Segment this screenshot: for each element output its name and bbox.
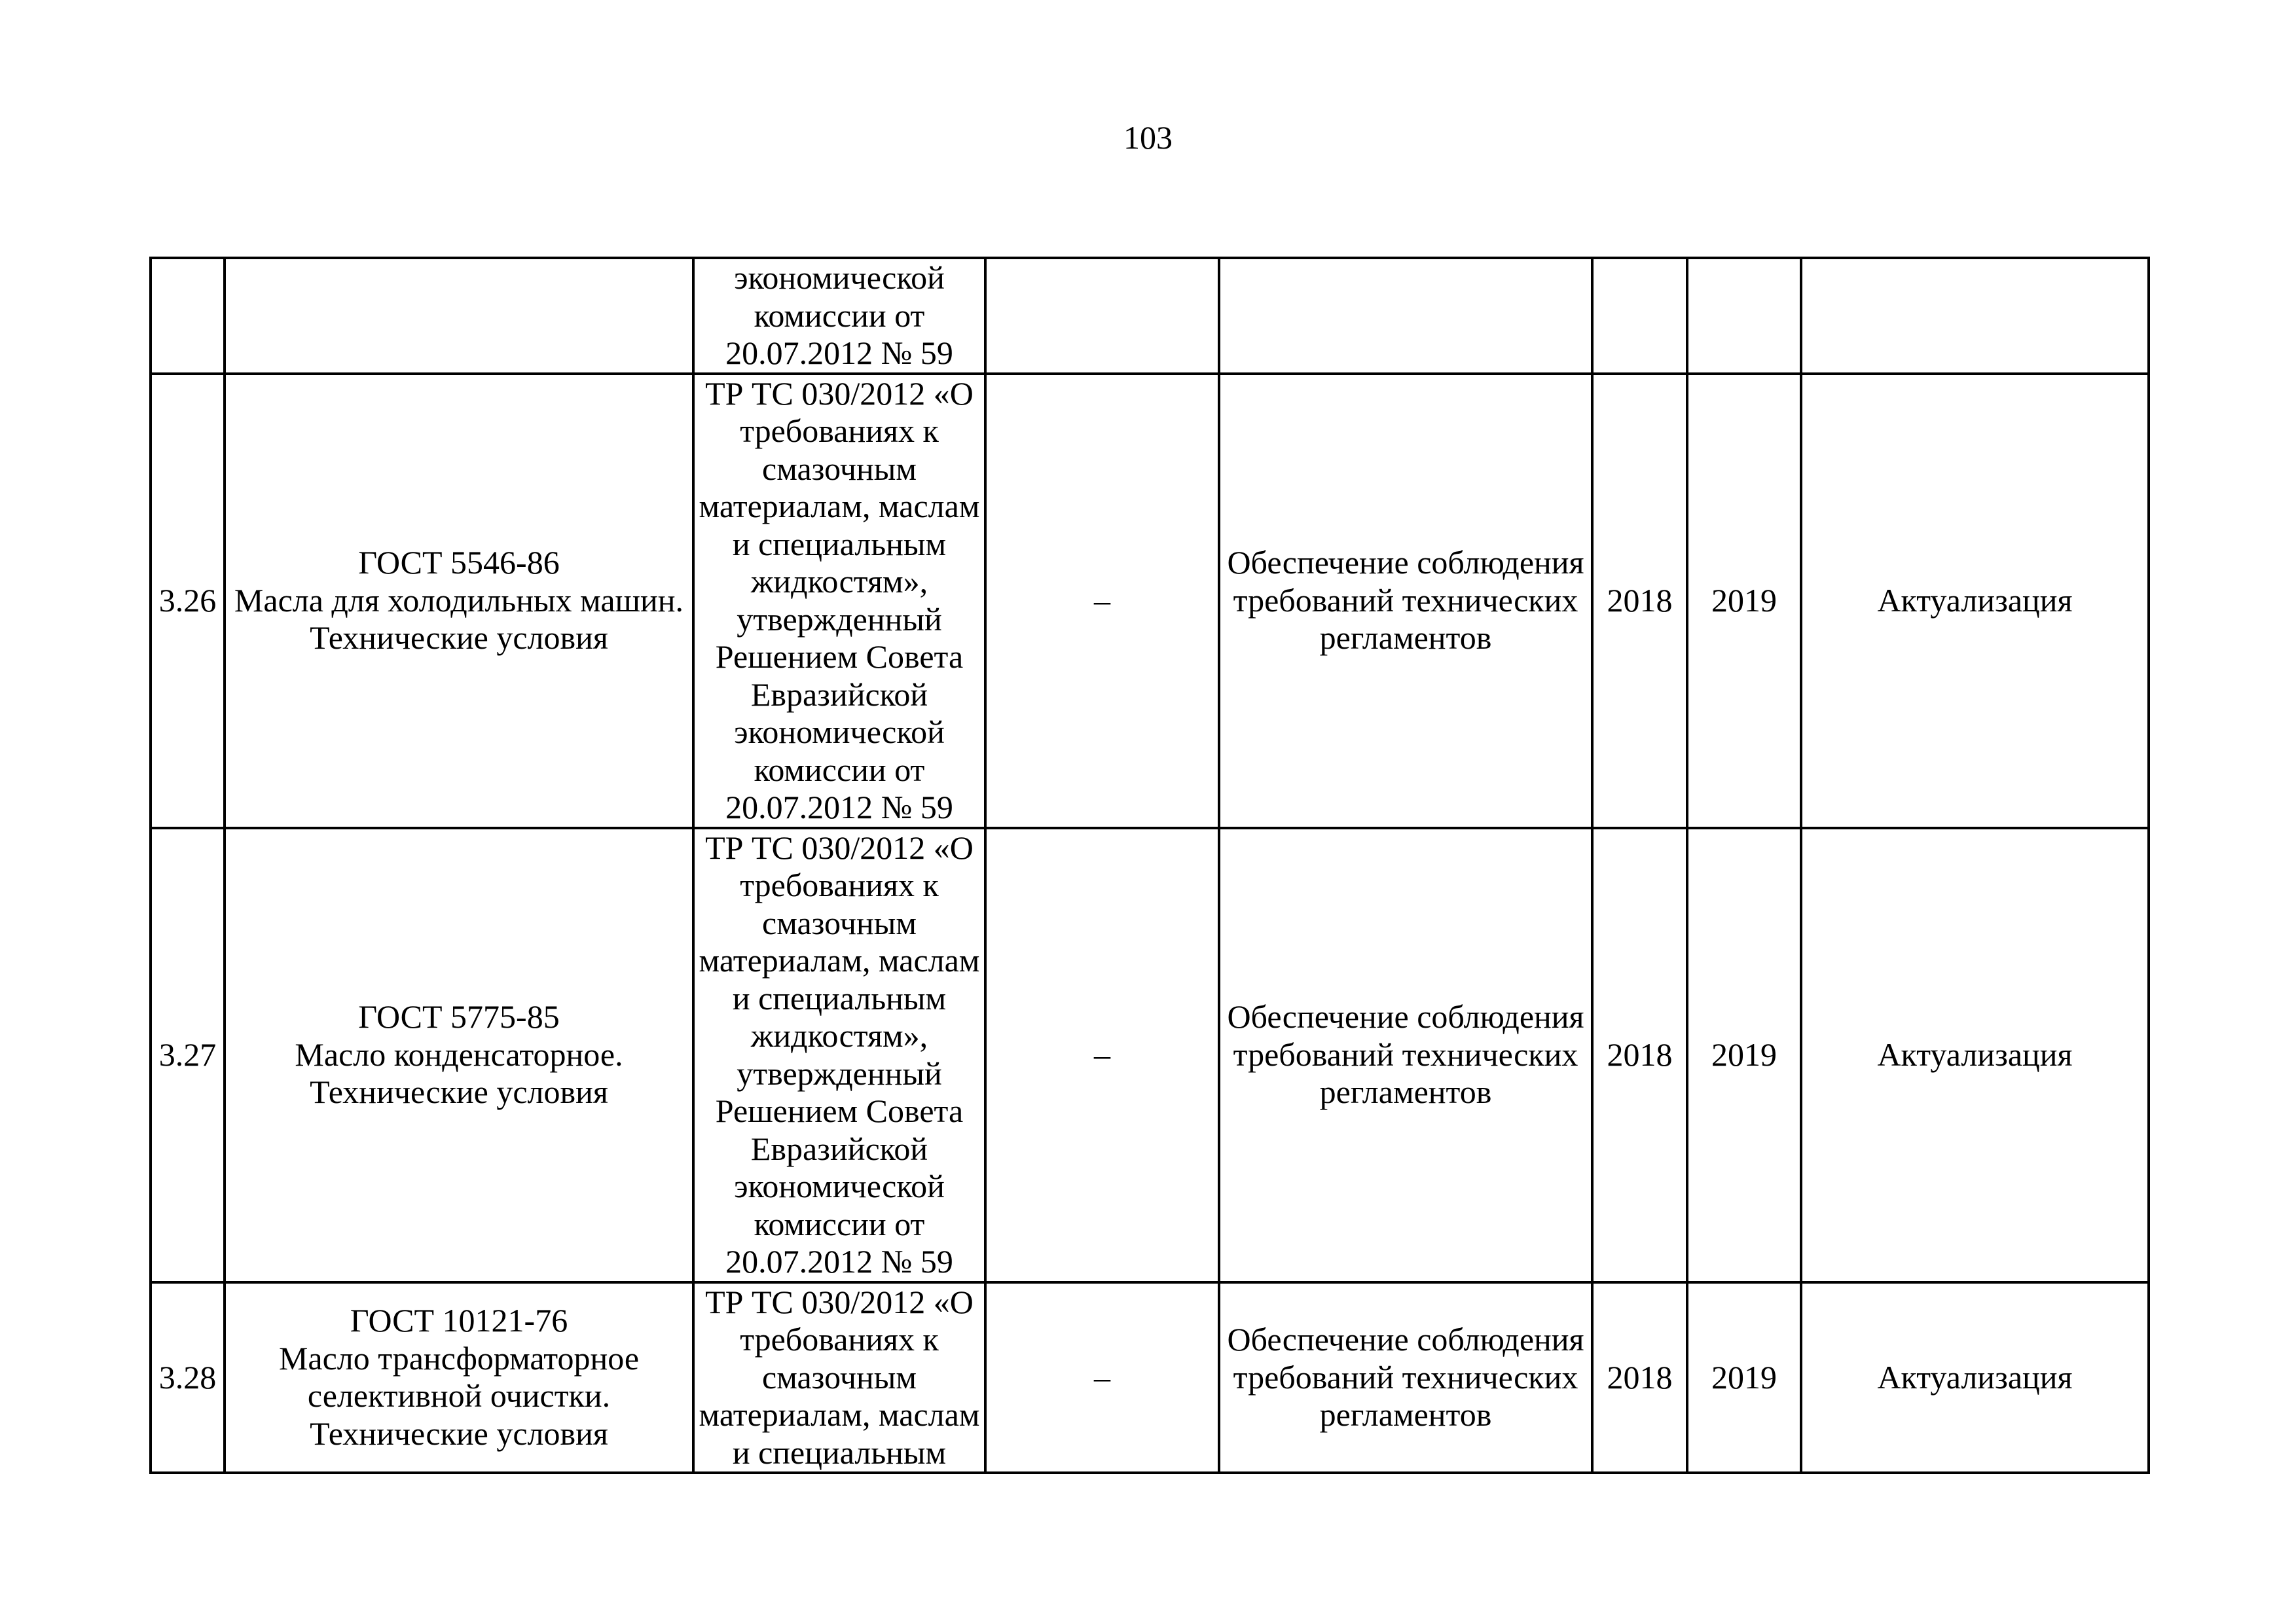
standard-cell: ГОСТ 5546-86 Масла для холодильных машин. Технические условия (225, 374, 693, 828)
table-row (151, 828, 2149, 1282)
standard-cell: ГОСТ 10121-76 Масло трансформаторное селективной очистки. Технические условия (225, 1282, 693, 1473)
regulation-cell: ТР ТС 030/2012 «О требованиях к смазочным материалам, маслам и специальным жидкостям», утвержденный Решением Совета Евразийской экономической комиссии от 20.07.2012 № 59 (693, 374, 985, 828)
table-row (151, 258, 2149, 374)
dash-cell (985, 258, 1219, 374)
purpose-cell: Обеспечение соблюдения требований технических регламентов (1219, 374, 1592, 828)
regulation-cell: ТР ТС 030/2012 «О требованиях к смазочным материалам, маслам и специальным жидкостям», утвержденный Решением Совета Евразийской экономической комиссии от 20.07.2012 № 59 (693, 828, 985, 1282)
table-row (151, 374, 2149, 828)
year-start-cell: 2018 (1592, 828, 1687, 1282)
row-number-cell: 3.26 (151, 374, 225, 828)
action-cell (1801, 258, 2149, 374)
year-end-cell: 2019 (1687, 828, 1801, 1282)
dash-cell: – (985, 828, 1219, 1282)
dash-cell: – (985, 374, 1219, 828)
document-table (149, 257, 2150, 1474)
row-number-cell (151, 258, 225, 374)
year-end-cell: 2019 (1687, 1282, 1801, 1473)
row-number-cell: 3.27 (151, 828, 225, 1282)
purpose-cell (1219, 258, 1592, 374)
page-number: 103 (1123, 119, 1173, 156)
year-start-cell: 2018 (1592, 1282, 1687, 1473)
year-start-cell: 2018 (1592, 374, 1687, 828)
standard-cell: ГОСТ 5775-85 Масло конденсаторное. Технические условия (225, 828, 693, 1282)
standard-cell (225, 258, 693, 374)
dash-cell: – (985, 1282, 1219, 1473)
purpose-cell: Обеспечение соблюдения требований технических регламентов (1219, 1282, 1592, 1473)
row-number-cell: 3.28 (151, 1282, 225, 1473)
year-end-cell (1687, 258, 1801, 374)
table-row (151, 1282, 2149, 1473)
year-end-cell: 2019 (1687, 374, 1801, 828)
regulation-cell: ТР ТС 030/2012 «О требованиях к смазочным материалам, маслам и специальным (693, 1282, 985, 1473)
year-start-cell (1592, 258, 1687, 374)
action-cell: Актуализация (1801, 374, 2149, 828)
action-cell: Актуализация (1801, 828, 2149, 1282)
regulation-cell: экономической комиссии от 20.07.2012 № 59 (693, 258, 985, 374)
purpose-cell: Обеспечение соблюдения требований технических регламентов (1219, 828, 1592, 1282)
action-cell: Актуализация (1801, 1282, 2149, 1473)
